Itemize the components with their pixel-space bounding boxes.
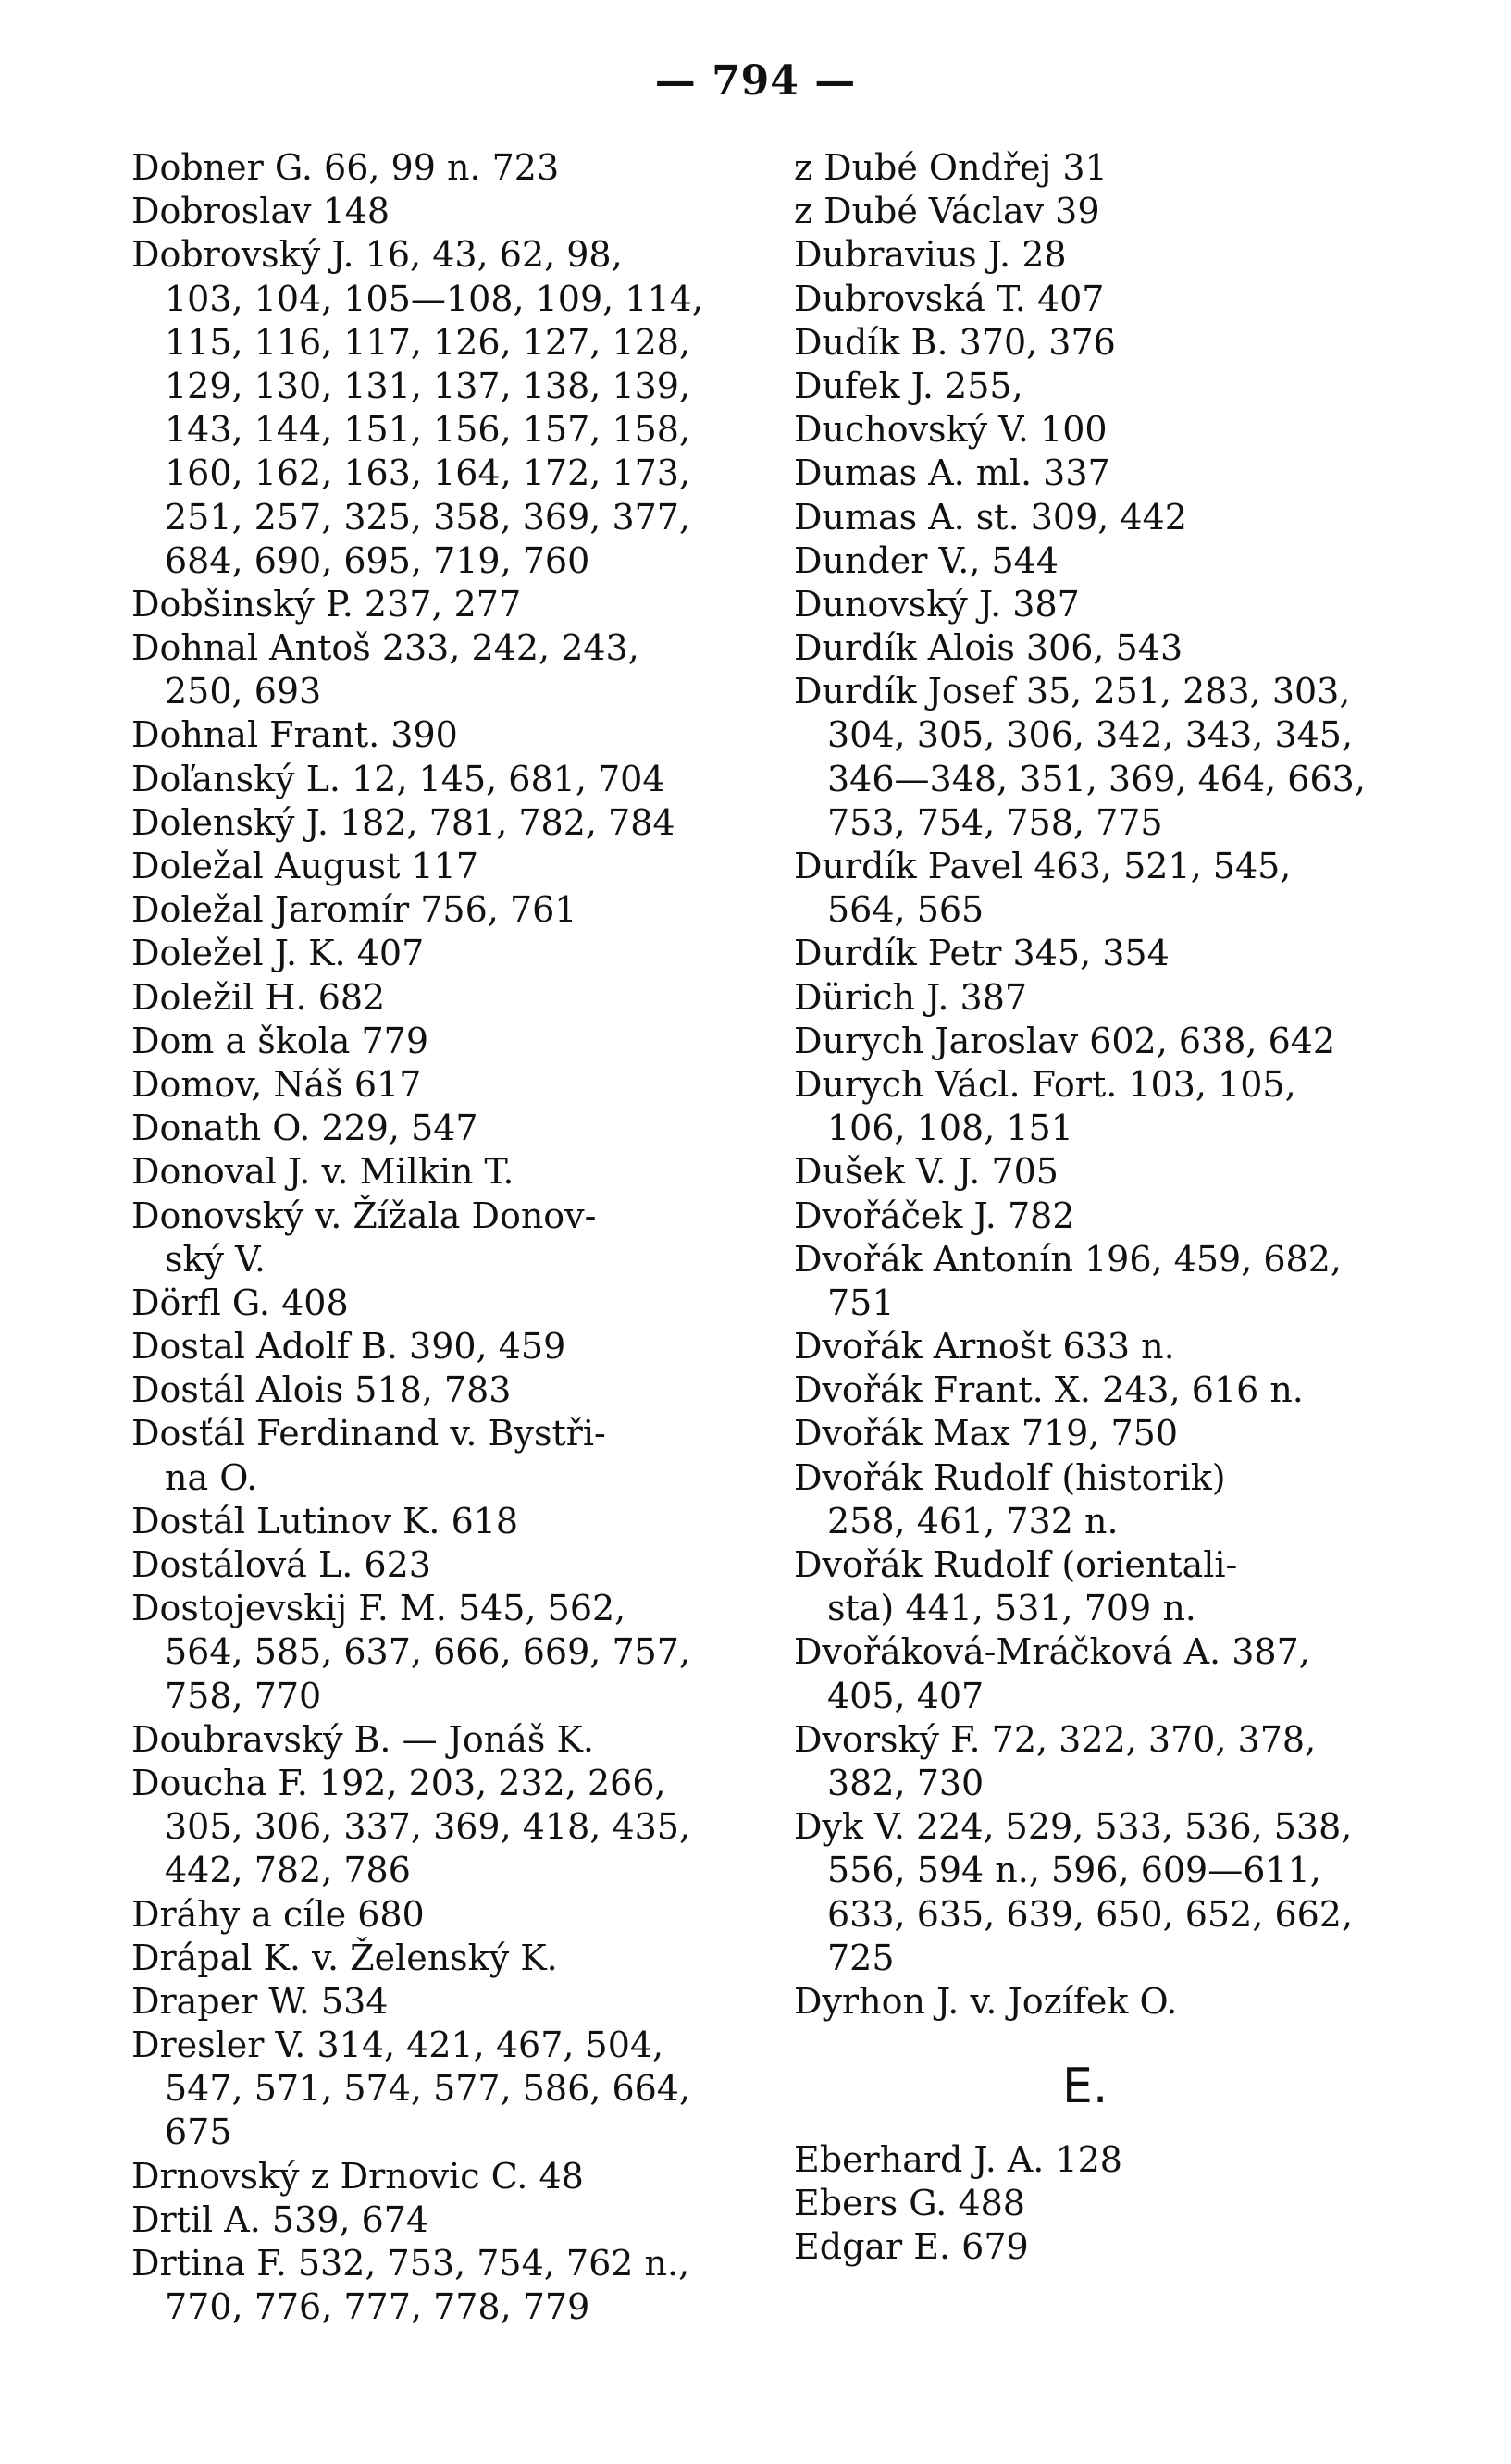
index-line: Dvořák Arnošt 633 n.	[794, 1326, 1175, 1368]
index-line: Dobner G. 66, 99 n. 723	[131, 147, 560, 188]
right-column-entries	[794, 146, 1405, 2024]
index-line: na O.	[165, 1456, 258, 1498]
index-line: Donoval J. v. Milkin T.	[131, 1151, 514, 1193]
index-line: 382, 730	[827, 1762, 985, 1803]
index-line: Durych Václ. Fort. 103, 105,	[794, 1063, 1296, 1105]
index-line: Dušek V. J. 705	[794, 1151, 1059, 1193]
index-line: Dostálová L. 623	[131, 1544, 431, 1585]
index-line: 675	[165, 2111, 232, 2153]
index-line: Dyk V. 224, 529, 533, 536, 538,	[794, 1806, 1353, 1848]
index-line: 633, 635, 639, 650, 652, 662,	[827, 1893, 1354, 1935]
index-line: 753, 754, 758, 775	[827, 801, 1163, 843]
index-line: Dráhy a cíle 680	[131, 1893, 425, 1935]
page-number: — 794 —	[654, 57, 857, 105]
section-e-entries	[794, 2138, 1405, 2270]
left-column	[131, 146, 742, 2329]
index-line: 442, 782, 786	[165, 1850, 411, 1891]
index-line: Durdík Petr 345, 354	[794, 933, 1170, 974]
index-line: Dvořák Rudolf (orientali-	[794, 1544, 1238, 1585]
index-line: Dumas A. ml. 337	[794, 452, 1110, 494]
index-line: Dvořáková-Mráčková A. 387,	[794, 1631, 1310, 1673]
index-line: 143, 144, 151, 156, 157, 158,	[165, 409, 691, 451]
index-line: 346—348, 351, 369, 464, 663,	[827, 758, 1366, 799]
index-line: Eberhard J. A. 128	[794, 2139, 1122, 2181]
index-line: Dom a škola 779	[131, 1020, 429, 1061]
index-line: Donath O. 229, 547	[131, 1108, 478, 1149]
right-column	[794, 146, 1405, 2270]
index-line: ský V.	[165, 1238, 266, 1280]
index-line: Dolenský J. 182, 781, 782, 784	[131, 801, 675, 843]
index-line: Dürich J. 387	[794, 976, 1028, 1018]
index-line: Dvorský F. 72, 322, 370, 378,	[794, 1718, 1317, 1760]
index-line: Dumas A. st. 309, 442	[794, 496, 1187, 538]
index-line: 758, 770	[165, 1675, 322, 1716]
index-line: Doležil H. 682	[131, 976, 386, 1018]
index-line: Drápal K. v. Želenský K.	[131, 1937, 558, 1978]
section-letter: E.	[1062, 2059, 1108, 2115]
index-line: z Dubé Ondřej 31	[794, 147, 1108, 188]
index-line: Dostál Alois 518, 783	[131, 1369, 512, 1411]
index-line: 258, 461, 732 n.	[827, 1500, 1119, 1542]
index-line: Draper W. 534	[131, 1980, 389, 2022]
index-line: 770, 776, 777, 778, 779	[165, 2286, 590, 2328]
index-line: 564, 565	[827, 889, 985, 931]
index-line: Durdík Pavel 463, 521, 545,	[794, 846, 1292, 886]
index-line: Drtina F. 532, 753, 754, 762 n.,	[131, 2243, 690, 2284]
index-line: Dostál Lutinov K. 618	[131, 1500, 519, 1542]
index-line: Dudík B. 370, 376	[794, 321, 1116, 363]
index-line: Dvořáček J. 782	[794, 1195, 1075, 1236]
index-line: Dyrhon J. v. Jozífek O.	[794, 1980, 1178, 2022]
index-line: Dunder V., 544	[794, 539, 1059, 581]
index-line: sta) 441, 531, 709 n.	[827, 1588, 1196, 1629]
index-line: Durdík Josef 35, 251, 283, 303,	[794, 671, 1351, 712]
index-line: Edgar E. 679	[794, 2226, 1029, 2268]
index-line: Dubrovská T. 407	[794, 278, 1105, 319]
index-line: Drnovský z Drnovic C. 48	[131, 2155, 584, 2197]
index-line: Duchovský V. 100	[794, 409, 1108, 451]
index-line: 725	[827, 1937, 895, 1978]
index-line: Dobšinský P. 237, 277	[131, 583, 522, 625]
index-line: 564, 585, 637, 666, 669, 757,	[165, 1631, 691, 1673]
index-line: 684, 690, 695, 719, 760	[165, 539, 590, 581]
index-line: 115, 116, 117, 126, 127, 128,	[165, 321, 691, 363]
index-line: Dvořák Max 719, 750	[794, 1413, 1179, 1455]
index-line: Doubravský B. — Jonáš K.	[131, 1718, 594, 1760]
index-line: Dohnal Frant. 390	[131, 714, 458, 756]
index-line: Dvořák Antonín 196, 459, 682,	[794, 1238, 1342, 1280]
index-line: 106, 108, 151	[827, 1108, 1073, 1149]
index-line: Doležal Jaromír 756, 761	[131, 889, 577, 931]
index-line: 547, 571, 574, 577, 586, 664,	[165, 2068, 691, 2110]
index-line: Dobroslav 148	[131, 191, 390, 232]
index-line: Dostojevskij F. M. 545, 562,	[131, 1588, 626, 1629]
index-line: Domov, Náš 617	[131, 1063, 422, 1105]
index-line: 250, 693	[165, 671, 322, 712]
index-line: Doležel J. K. 407	[131, 933, 425, 974]
index-line: Doľanský L. 12, 145, 681, 704	[131, 758, 665, 799]
index-line: 556, 594 n., 596, 609—611,	[827, 1850, 1321, 1891]
index-line: Dvořák Frant. X. 243, 616 n.	[794, 1369, 1304, 1411]
index-line: 305, 306, 337, 369, 418, 435,	[165, 1806, 691, 1848]
index-line: Doucha F. 192, 203, 232, 266,	[131, 1762, 666, 1803]
index-line: 304, 305, 306, 342, 343, 345,	[827, 714, 1354, 756]
index-line: Dufek J. 255,	[794, 365, 1023, 406]
index-line: 751	[827, 1282, 895, 1323]
index-line: z Dubé Václav 39	[794, 191, 1100, 232]
index-line: Dubravius J. 28	[794, 234, 1067, 276]
index-line: 160, 162, 163, 164, 172, 173,	[165, 452, 691, 494]
index-line: Dörfl G. 408	[131, 1282, 349, 1323]
index-line: Dobrovský J. 16, 43, 62, 98,	[131, 234, 623, 276]
index-line: Dvořák Rudolf (historik)	[794, 1456, 1226, 1498]
index-line: Durych Jaroslav 602, 638, 642	[794, 1020, 1336, 1061]
index-line: Ebers G. 488	[794, 2183, 1025, 2224]
index-line: Dresler V. 314, 421, 467, 504,	[131, 2024, 664, 2066]
index-line: Dostal Adolf B. 390, 459	[131, 1326, 566, 1368]
index-line: Durdík Alois 306, 543	[794, 627, 1183, 669]
index-line: 251, 257, 325, 358, 369, 377,	[165, 496, 691, 538]
index-line: Dunovský J. 387	[794, 583, 1080, 625]
index-line: Dosťál Ferdinand v. Bystři-	[131, 1413, 606, 1455]
index-line: 129, 130, 131, 137, 138, 139,	[165, 365, 691, 406]
index-line: 405, 407	[827, 1675, 985, 1716]
index-line: Drtil A. 539, 674	[131, 2198, 429, 2240]
index-line: Doležal August 117	[131, 846, 478, 886]
index-line: 103, 104, 105—108, 109, 114,	[165, 278, 703, 319]
index-line: Dohnal Antoš 233, 242, 243,	[131, 627, 639, 669]
index-line: Donovský v. Žížala Donov-	[131, 1195, 597, 1236]
